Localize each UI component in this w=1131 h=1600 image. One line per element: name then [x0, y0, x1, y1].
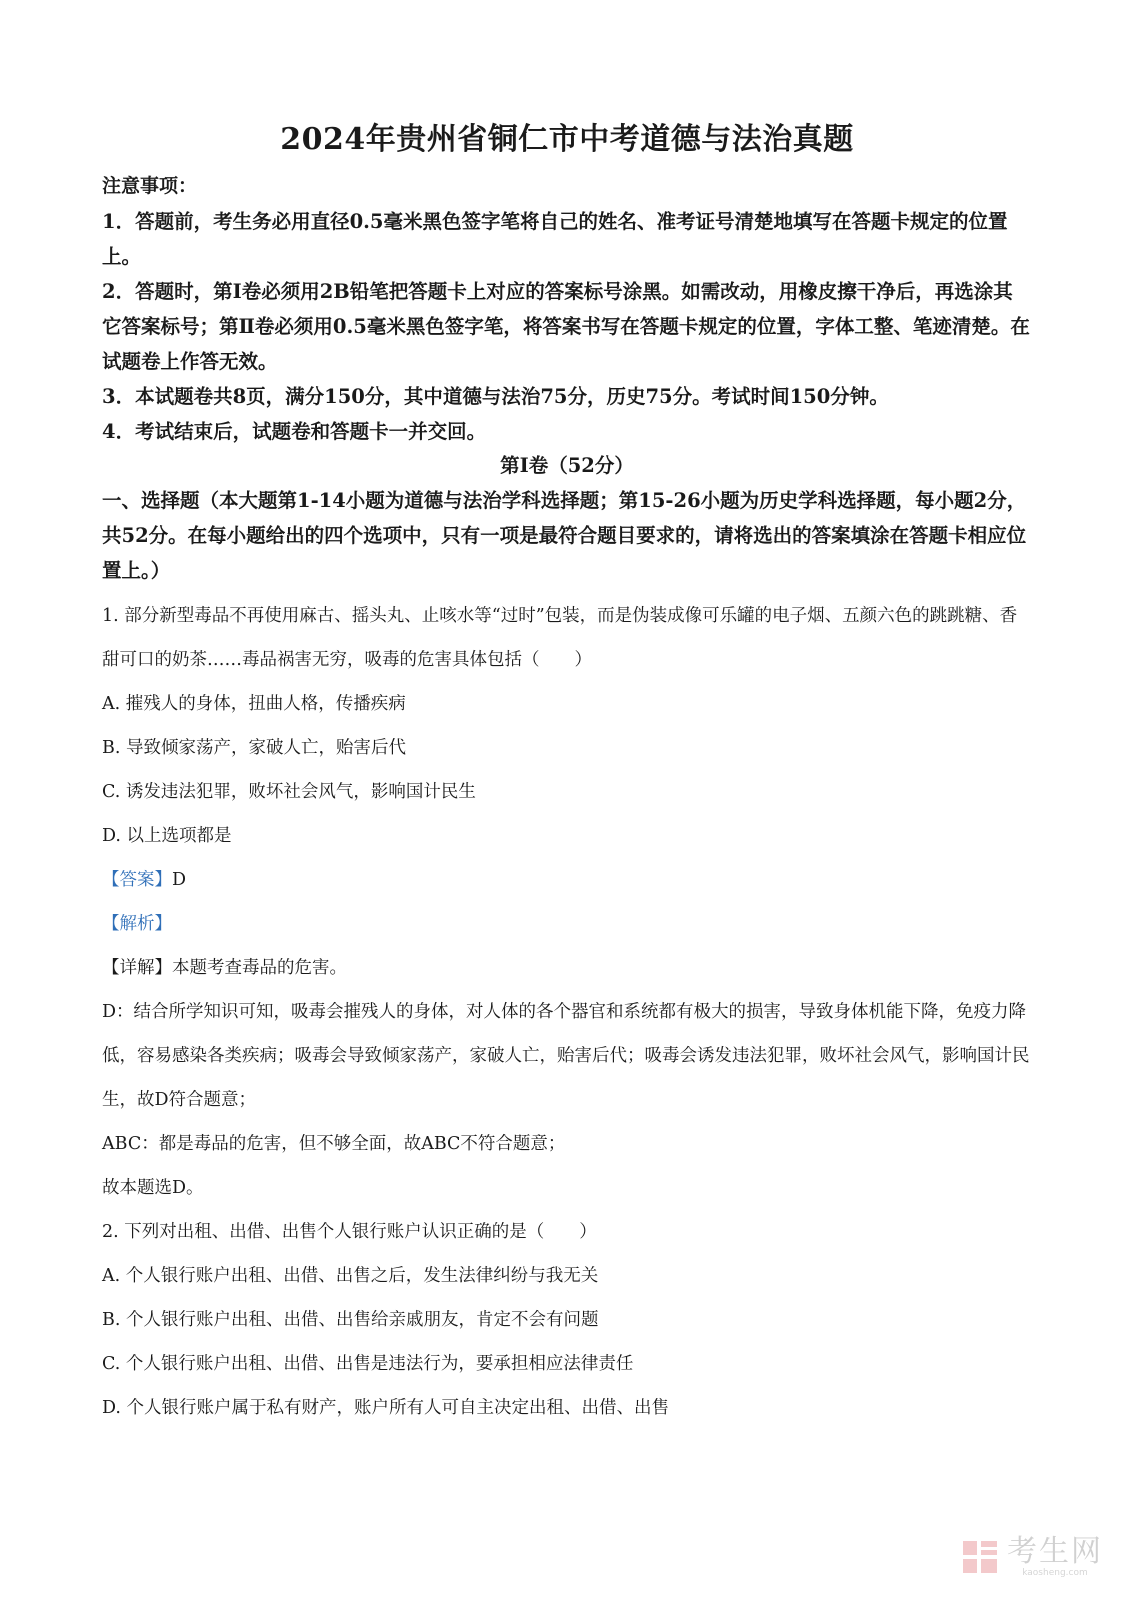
watermark-url: kaosheng.com [1022, 1568, 1088, 1578]
option-c: C. 诱发违法犯罪，败坏社会风气，影响国计民生 [102, 782, 476, 802]
analysis-line [102, 902, 1032, 946]
page-title: 2024年贵州省铜仁市中考道德与法治真题 [280, 122, 854, 157]
option-b: B. 个人银行账户出租、出借、出售给亲戚朋友，肯定不会有问题 [102, 1310, 599, 1330]
detail-line: 故本题选D。 [102, 1178, 204, 1198]
analysis-tag: 【解析】 [102, 914, 172, 934]
question-stem: 2. 下列对出租、出借、出售个人银行账户认识正确的是（ ） [102, 1222, 597, 1242]
note-item: 1．答题前，考生务必用直径0.5毫米黑色签字笔将自己的姓名、准考证号清楚地填写在答题卡规定的位置上。 [102, 210, 1008, 268]
detail-line: D：结合所学知识可知，吸毒会摧残人的身体，对人体的各个器官和系统都有极大的损害，导致身体机能下降，免疫力降低，容易感染各类疾病；吸毒会导致倾家荡产，家破人亡，贻害后代；吸毒会诱发违法犯罪，败坏社会风气，影响国计民生，故D符合题意； [102, 1002, 1030, 1110]
note-item: 4．考试结束后，试题卷和答题卡一并交回。 [102, 420, 487, 443]
exam-page [102, 120, 1032, 1430]
detail-line: 【详解】本题考查毒品的危害。 [102, 958, 347, 978]
question-1 [102, 594, 1032, 1210]
watermark [961, 1536, 1103, 1578]
question-2 [102, 1210, 1032, 1430]
notes-block [102, 172, 1032, 449]
answer-value: D [172, 870, 187, 890]
section-intro: 一、选择题（本大题第1-14小题为道德与法治学科选择题；第15-26小题为历史学科选择题，每小题2分，共52分。在每小题给出的四个选项中，只有一项是最符合题目要求的，请将选出的答案填涂在答题卡相应位置上。） [102, 489, 1027, 582]
detail-line: ABC：都是毒品的危害，但不够全面，故ABC不符合题意； [102, 1134, 566, 1154]
option-b: B. 导致倾家荡产，家破人亡，贻害后代 [102, 738, 406, 758]
watermark-name: 考生网 [1007, 1534, 1103, 1569]
option-c: C. 个人银行账户出租、出借、出售是违法行为，要承担相应法律责任 [102, 1354, 634, 1374]
section-title: 第Ⅰ卷（52分） [500, 454, 634, 477]
option-a: A. 摧残人的身体，扭曲人格，传播疾病 [102, 694, 406, 714]
answer-tag: 【答案】 [102, 870, 172, 890]
answer-line [102, 858, 1032, 902]
question-stem: 1. 部分新型毒品不再使用麻古、摇头丸、止咳水等“过时”包装，而是伪装成像可乐罐的电子烟、五颜六色的跳跳糖、香甜可口的奶茶……毒品祸害无穷，吸毒的危害具体包括（ ） [102, 606, 1018, 670]
notes-heading: 注意事项： [102, 175, 198, 197]
note-item: 2．答题时，第Ⅰ卷必须用2B铅笔把答题卡上对应的答案标号涂黑。如需改动，用橡皮擦干净后，再选涂其它答案标号；第Ⅱ卷必须用0.5毫米黑色签字笔，将答案书写在答题卡规定的位置，字体工整、笔迹清楚。在试题卷上作答无效。 [102, 280, 1030, 373]
kaosheng-logo-icon [961, 1537, 1001, 1577]
option-d: D. 以上选项都是 [102, 826, 232, 846]
option-a: A. 个人银行账户出租、出借、出售之后，发生法律纠纷与我无关 [102, 1266, 599, 1286]
option-d: D. 个人银行账户属于私有财产，账户所有人可自主决定出租、出借、出售 [102, 1398, 670, 1418]
note-item: 3．本试题卷共8页，满分150分，其中道德与法治75分，历史75分。考试时间150分钟。 [102, 385, 889, 408]
